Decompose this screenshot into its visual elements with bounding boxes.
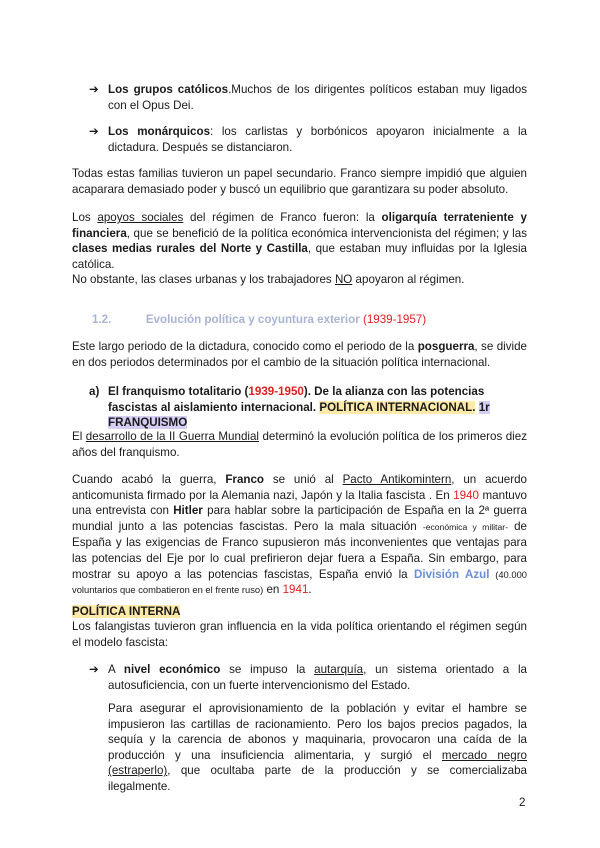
bullet-text: A nivel económico se impuso la autarquía, un sistema orientado a la autosuficiencia, con un fuerte intervencionismo del Estado.	[108, 663, 527, 692]
arrow-icon: ➔	[89, 663, 99, 676]
section-heading: 1.2. Evolución política y coyuntura exterior (1939-1957)	[92, 313, 427, 326]
paragraph-desarrollo: El desarrollo de la II Guerra Mundial determinó la evolución política de los primeros diez años del franquismo.	[72, 430, 528, 459]
subheading-franquismo-totalitario: a) El franquismo totalitario (1939-1950). De la alianza con las potencias fascistas al aislamiento internacional. POLÍTICA INTERNACIONAL. 1r FRANQUISMO	[89, 385, 490, 430]
section-number: 1.2.	[92, 313, 112, 326]
bullet-grupos-catolicos	[89, 82, 527, 113]
arrow-icon: ➔	[89, 83, 99, 96]
paragraph-apoyos-sociales: Los apoyos sociales del régimen de Franco fueron: la oligarquía terrateniente y financiera, que se benefició de la política económica intervencionista del régimen; y las clases medias rurales del Norte y Castilla, que estaban muy influidas por la Iglesia católica. No obstante, las clases urbanas y los trabajadores NO apoyaron al régimen.	[72, 211, 527, 287]
paragraph-periodo: Este largo periodo de la dictadura, conocido como el periodo de la posguerra, se divide en dos periodos determinados por el cambio de la situación política internacional.	[72, 340, 527, 369]
paragraph-falangistas: Los falangistas tuvieron gran influencia en la vida política orientando el régimen según el modelo fascista:	[72, 620, 527, 649]
highlight-politica-internacional: POLÍTICA INTERNACIONAL.	[319, 400, 476, 414]
section-years: 1939-1957	[366, 313, 423, 326]
list-label: a)	[89, 385, 100, 398]
bullet-text: Los monárquicos: los carlistas y borbónicos apoyaron inicialmente a la dictadura. Después se distanciaron.	[108, 125, 527, 154]
page-number: 2	[519, 796, 526, 809]
bullet-nivel-economico	[89, 662, 527, 693]
highlight-1r-franquismo: 1r FRANQUISMO	[108, 400, 490, 430]
section-title: Evolución política y coyuntura exterior	[145, 313, 360, 326]
bullet-text: Los grupos católicos.Muchos de los dirigentes políticos estaban muy ligados con el Opus Dei.	[108, 83, 527, 112]
bullet-monarquicos	[89, 124, 527, 155]
paragraph-aprovisionamiento: Para asegurar el aprovisionamiento de la población y evitar el hambre se impusieron las cartillas de racionamiento. Pero los bajos precios pagados, la sequía y la carencia de abonos y maquinaria, provocaron una caída de la producción y una insuficiencia alimentaria, y surgió el mercado negro (estraperlo), que ocultaba parte de la producción y se comercializaba ilegalmente.	[108, 702, 528, 793]
arrow-icon: ➔	[89, 125, 99, 138]
division-azul: División Azul	[413, 567, 490, 581]
politica-interna-heading: POLÍTICA INTERNA	[72, 605, 181, 618]
paragraph-guerra: Cuando acabó la guerra, Franco se unió al Pacto Antikomintern, un acuerdo anticomunista firmado por la Alemania nazi, Japón y la Italia fascista . En 1940 mantuvo una entrevista con Hitler para hablar sobre la participación de España en la 2ª guerra mundial junto a las potencias fascistas. Pero la mala situación -económica y militar- de España y las exigencias de Franco supusieron más inconvenientes que ventajas para las potencias del Eje por lo cual prefirieron dejar fuera a España. Sin embargo, para mostrar su apoyo a las potencias fascistas, España envió la División Azul (40.000 voluntarios que combatieron en el frente ruso) en 1941.	[72, 473, 528, 597]
paragraph-familias: Todas estas familias tuvieron un papel secundario. Franco siempre impidió que alguien acaparara demasiado poder y buscó un equilibrio que garantizara su poder absoluto.	[72, 167, 527, 196]
